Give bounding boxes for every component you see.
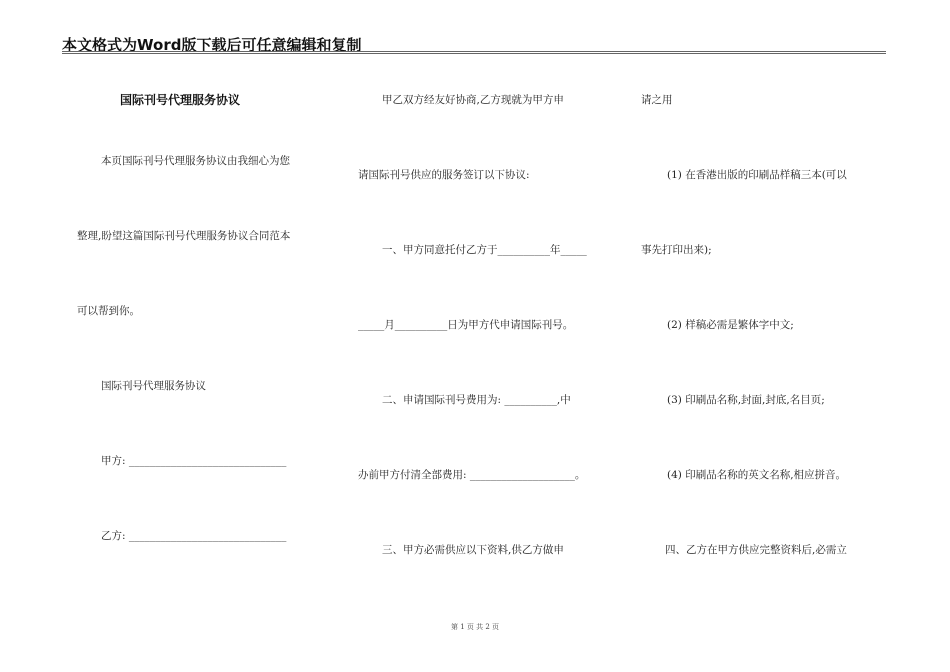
clause-3-line: 三、甲方必需供应以下资料,供乙方做申 bbox=[382, 544, 564, 556]
list-item-2: (2) 样稿必需是繁体字中文; bbox=[667, 319, 794, 331]
clause-1-line-cont: _____月__________日为甲方代申请国际刊号。 bbox=[358, 319, 574, 331]
list-item-1-cont: 事先打印出来); bbox=[641, 244, 712, 256]
header-divider-secondary bbox=[62, 53, 886, 54]
clause-2-line-cont: 办前甲方付清全部费用: ____________________。 bbox=[358, 469, 586, 481]
page-indicator: 第 1 页 共 2 页 bbox=[450, 623, 500, 631]
party-a-line: 甲方: ______________________________ bbox=[101, 455, 287, 467]
paragraph-line: 甲乙双方经友好协商,乙方现就为甲方申 bbox=[382, 94, 564, 106]
list-item-3: (3) 印刷品名称,封面,封底,名目页; bbox=[667, 394, 825, 406]
header-divider bbox=[62, 51, 886, 52]
intro-line-2: 整理,盼望这篇国际刊号代理服务协议合同范本 bbox=[77, 230, 291, 242]
list-item-1: (1) 在香港出版的印刷品样稿三本(可以 bbox=[667, 169, 847, 181]
intro-line-3: 可以帮到你。 bbox=[77, 305, 140, 317]
download-banner-text: 本文格式为Word版下载后可任意编辑和复制 bbox=[62, 36, 362, 54]
agreement-subtitle: 国际刊号代理服务协议 bbox=[101, 380, 206, 392]
clause-1-line: 一、甲方同意托付乙方于__________年_____ bbox=[382, 244, 587, 256]
clause-2-line: 二、申请国际刊号费用为: __________,中 bbox=[382, 394, 571, 406]
clause-4-line: 四、乙方在甲方供应完整资料后,必需立 bbox=[665, 544, 847, 556]
document-title: 国际刊号代理服务协议 bbox=[120, 93, 241, 107]
paragraph-line: 请之用 bbox=[641, 94, 673, 106]
party-b-line: 乙方: ______________________________ bbox=[101, 530, 287, 542]
list-item-4: (4) 印刷品名称的英文名称,相应拼音。 bbox=[667, 469, 847, 481]
intro-line-1: 本页国际刊号代理服务协议由我细心为您 bbox=[101, 155, 290, 167]
paragraph-line: 请国际刊号供应的服务签订以下协议: bbox=[358, 169, 530, 181]
